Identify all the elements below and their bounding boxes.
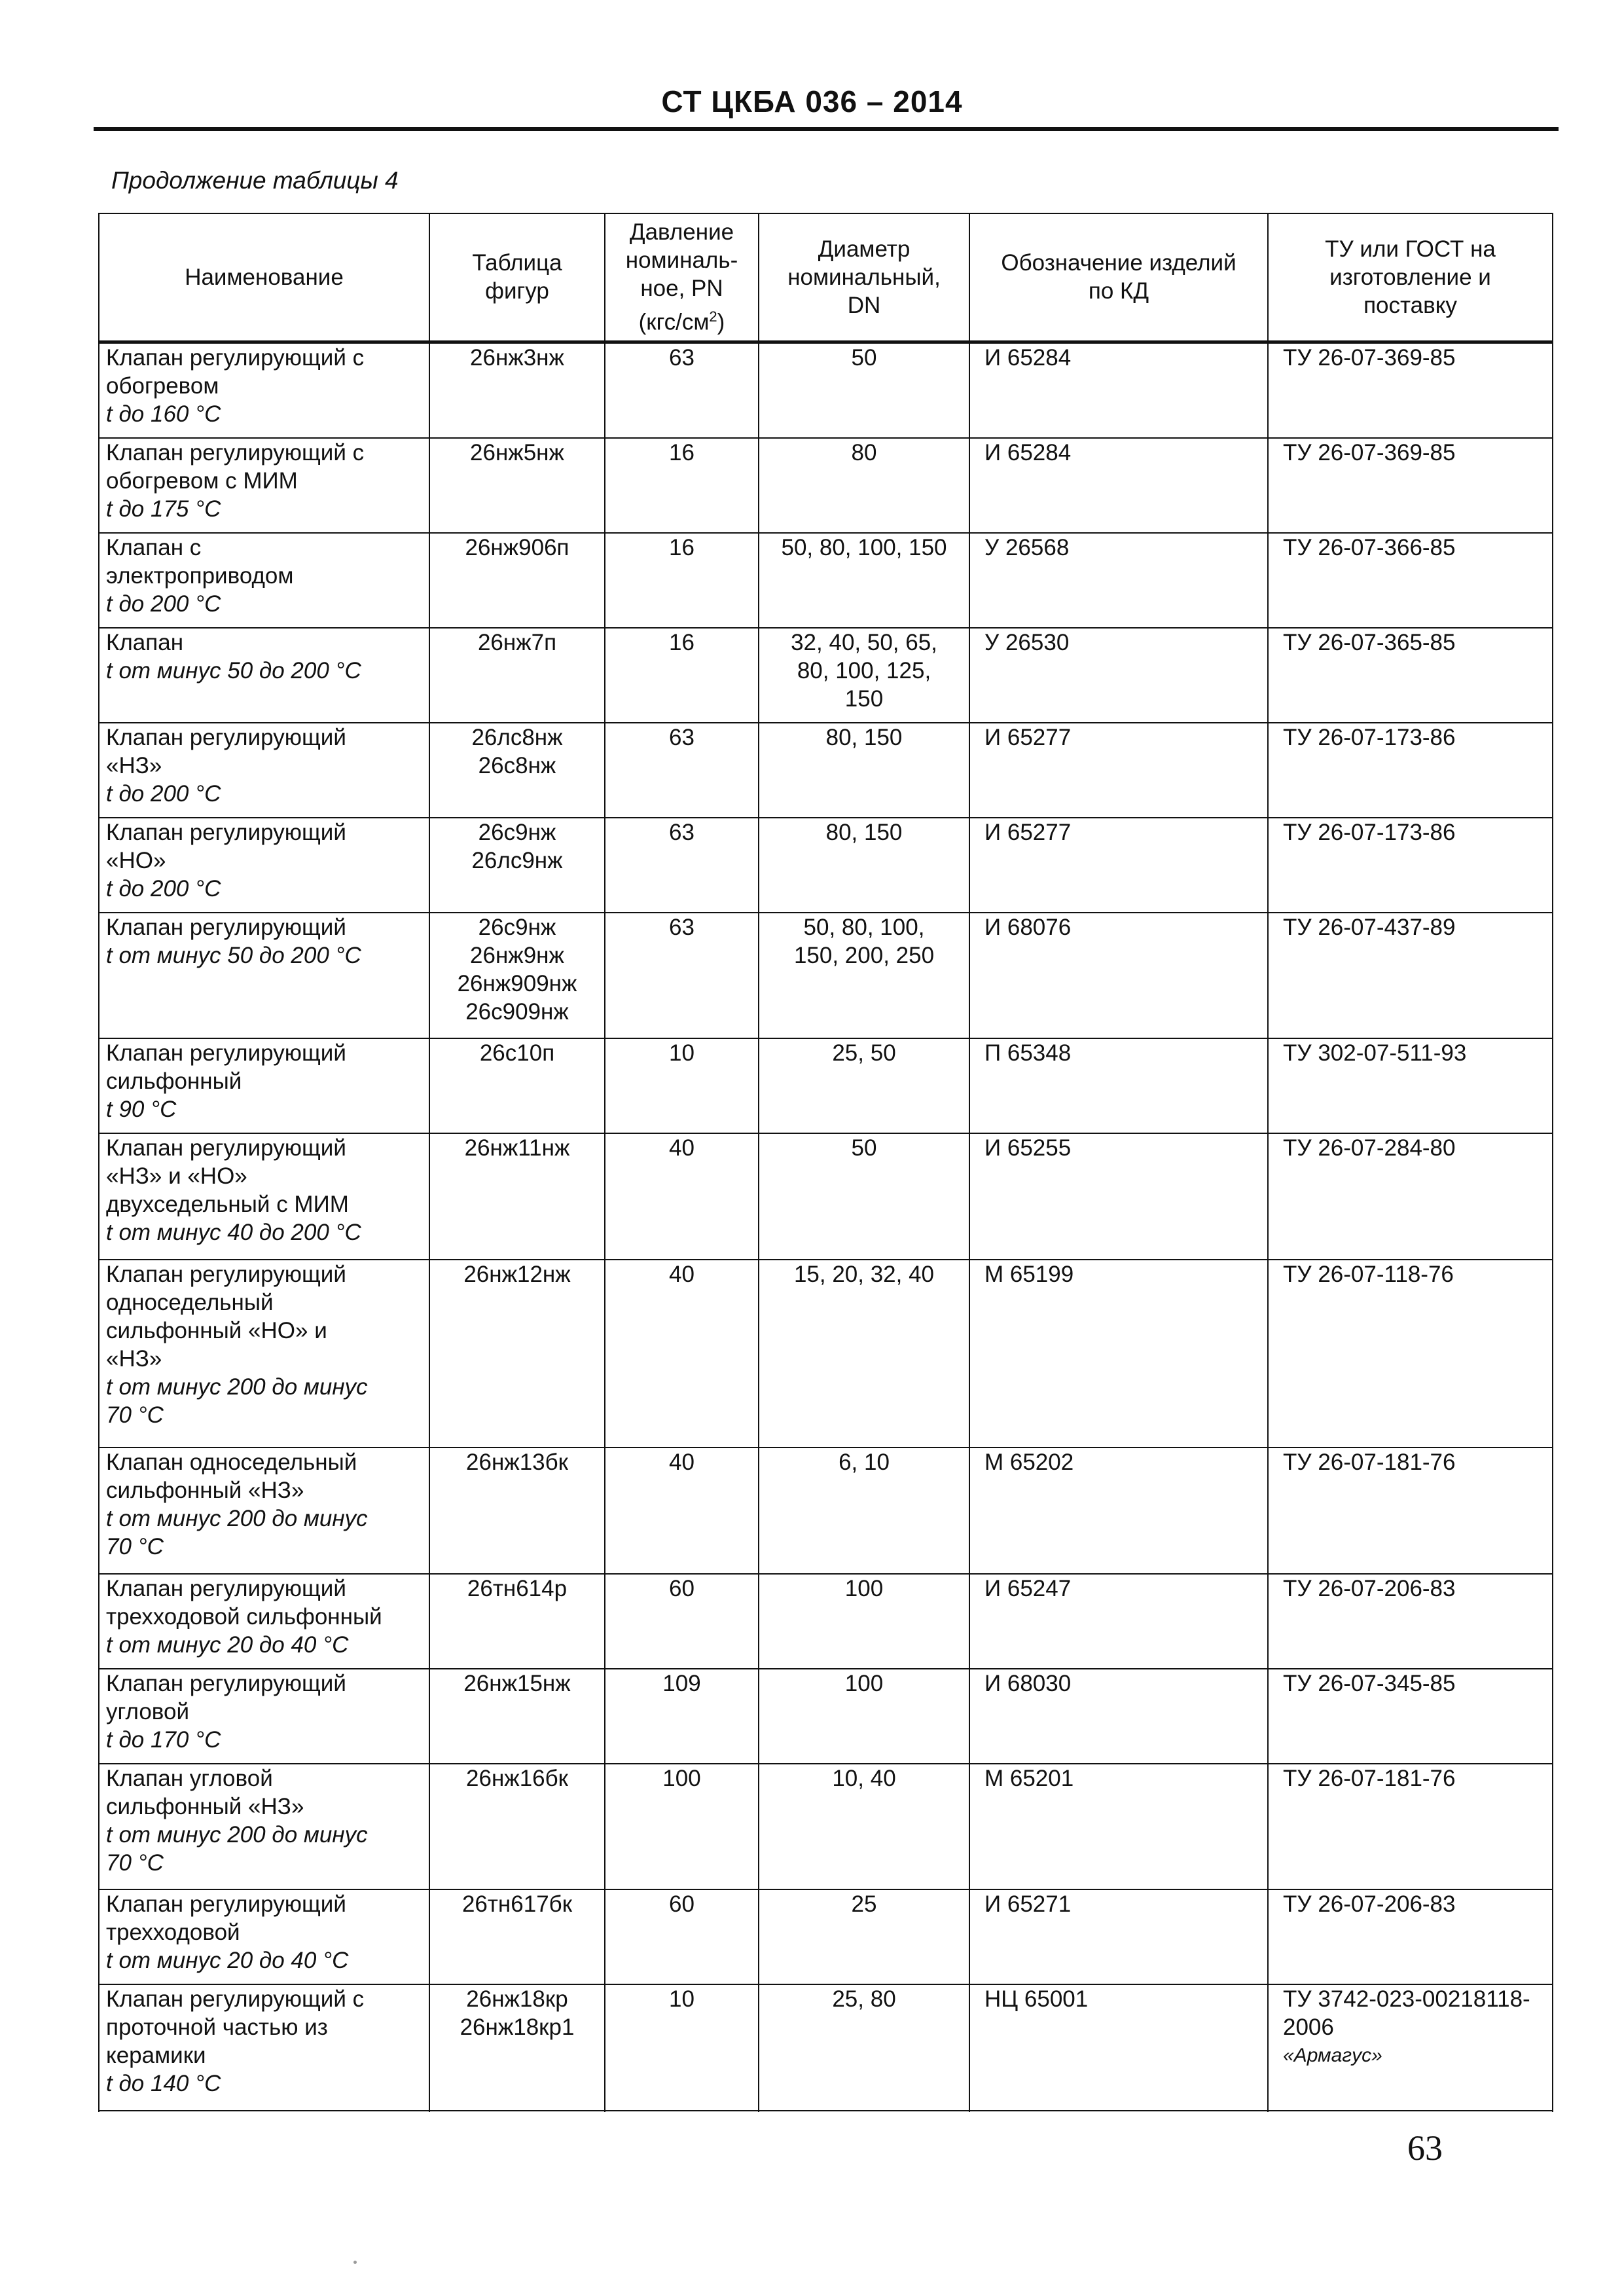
cell-kd xyxy=(969,1984,1268,2111)
table-body xyxy=(99,342,1553,2111)
pressure-value: 40 xyxy=(669,1449,695,1476)
kd-designation: И 65284 xyxy=(984,344,1072,371)
cell-kd xyxy=(969,1574,1268,1669)
valve-name-line: односедельный xyxy=(106,1289,274,1315)
kd-designation: И 68030 xyxy=(984,1670,1072,1696)
tu-designation: ТУ 26-07-173-86 xyxy=(1283,819,1456,845)
cell-pressure xyxy=(605,818,759,913)
column-header-line: Обозначение изделий xyxy=(1001,250,1236,276)
tu-designation: ТУ 26-07-365-85 xyxy=(1283,629,1456,655)
cell-tu xyxy=(1268,1889,1553,1984)
figure-code: 26с8нж xyxy=(478,752,556,778)
column-header-line: номиналь- xyxy=(625,247,738,273)
cell-kd xyxy=(969,723,1268,818)
cell-tu xyxy=(1268,1764,1553,1890)
column-header-line: DN xyxy=(847,292,881,318)
figure-code: 26лс9нж xyxy=(471,847,563,873)
tu-designation: ТУ 26-07-366-85 xyxy=(1283,534,1456,560)
cell-diameter xyxy=(759,818,969,913)
document-header: СТ ЦКБА 036 – 2014 xyxy=(661,84,963,118)
cell-diameter xyxy=(759,1984,969,2111)
column-header-tu-gost xyxy=(1268,213,1553,342)
cell-kd xyxy=(969,1038,1268,1133)
table-row xyxy=(99,1038,1553,1133)
figure-code: 26с10п xyxy=(479,1040,555,1066)
table-row xyxy=(99,1133,1553,1260)
figure-code: 26с9нж xyxy=(478,914,556,940)
cell-name xyxy=(99,1984,429,2111)
cell-diameter xyxy=(759,342,969,438)
pressure-value: 10 xyxy=(669,1040,695,1066)
cell-figures xyxy=(429,1448,605,1574)
figure-code: 26нж3нж xyxy=(470,344,564,371)
valve-name-line: сильфонный «НЗ» xyxy=(106,1793,304,1819)
cell-pressure xyxy=(605,533,759,628)
valve-name-line: трехходовой сильфонный xyxy=(106,1603,382,1630)
table-row xyxy=(99,723,1553,818)
temperature-range-line: t от минус 200 до минус xyxy=(106,1821,368,1848)
diameter-values: 80, 150 xyxy=(825,724,903,750)
table-wrapper xyxy=(98,213,1552,2111)
tu-designation: ТУ 26-07-181-76 xyxy=(1283,1765,1456,1791)
column-header-line: Давление xyxy=(629,219,734,245)
temperature-range-line: 70 °С xyxy=(106,1850,164,1876)
cell-figures xyxy=(429,1260,605,1448)
figure-code: 26нж909нж xyxy=(457,970,577,996)
valve-name-line: Клапан регулирующий xyxy=(106,1135,346,1161)
kd-designation: У 26530 xyxy=(984,629,1070,655)
table-row xyxy=(99,628,1553,723)
valve-name-line: Клапан односедельный xyxy=(106,1449,357,1476)
figure-code: 26нж18кр1 xyxy=(460,2014,575,2041)
valve-name-line: Клапан регулирующий xyxy=(106,819,346,845)
cell-name xyxy=(99,533,429,628)
pressure-value: 40 xyxy=(669,1261,695,1287)
table-row xyxy=(99,1260,1553,1448)
scan-speck xyxy=(353,2261,357,2264)
table-row xyxy=(99,913,1553,1039)
cell-pressure xyxy=(605,1669,759,1764)
pressure-value: 63 xyxy=(669,914,695,940)
cell-kd xyxy=(969,1669,1268,1764)
temperature-range-line: t от минус 20 до 40 °С xyxy=(106,1948,349,1974)
tu-designation: 2006 xyxy=(1283,2014,1334,2041)
figure-code: 26нж906п xyxy=(465,534,569,560)
diameter-values: 25, 50 xyxy=(832,1040,896,1066)
valve-name-line: Клапан регулирующий xyxy=(106,914,346,940)
cell-tu xyxy=(1268,818,1553,913)
pressure-value: 60 xyxy=(669,1891,695,1918)
kd-designation: М 65202 xyxy=(984,1449,1074,1476)
figure-code: 26нж16бк xyxy=(466,1765,568,1791)
cell-kd xyxy=(969,342,1268,438)
cell-diameter xyxy=(759,1889,969,1984)
valve-name-line: Клапан регулирующий xyxy=(106,1891,346,1918)
pressure-value: 16 xyxy=(669,534,695,560)
temperature-range-line: t от минус 200 до минус xyxy=(106,1506,368,1532)
cell-kd xyxy=(969,818,1268,913)
tu-designation: ТУ 26-07-173-86 xyxy=(1283,724,1456,750)
column-header-line: Таблица xyxy=(472,250,562,276)
kd-designation: М 65201 xyxy=(984,1765,1074,1791)
kd-designation: И 65284 xyxy=(984,439,1072,465)
table-row xyxy=(99,1889,1553,1984)
tu-designation: ТУ 26-07-369-85 xyxy=(1283,344,1456,371)
cell-tu xyxy=(1268,1133,1553,1260)
valve-name-line: Клапан регулирующий xyxy=(106,1575,346,1601)
cell-figures xyxy=(429,723,605,818)
pressure-value: 16 xyxy=(669,439,695,465)
cell-name xyxy=(99,628,429,723)
column-header-name xyxy=(99,213,429,342)
column-header-unit: $(кгс/см^2)$ xyxy=(638,308,725,335)
kd-designation: И 65271 xyxy=(984,1891,1072,1918)
cell-tu xyxy=(1268,628,1553,723)
temperature-range-line: t от минус 50 до 200 °С xyxy=(106,942,361,968)
tu-designation: ТУ 26-07-206-83 xyxy=(1283,1575,1456,1601)
table-row xyxy=(99,818,1553,913)
valve-name-line: двухседельный с МИМ xyxy=(106,1192,349,1218)
pressure-value: 40 xyxy=(669,1135,695,1161)
kd-designation: И 65277 xyxy=(984,724,1072,750)
pressure-value: 63 xyxy=(669,344,695,371)
pressure-value: 16 xyxy=(669,629,695,655)
tu-designation: ТУ 26-07-369-85 xyxy=(1283,439,1456,465)
temperature-range-line: t от минус 20 до 40 °С xyxy=(106,1631,349,1658)
cell-name xyxy=(99,913,429,1039)
column-header-line: ТУ или ГОСТ на xyxy=(1325,236,1496,262)
tu-designation: ТУ 26-07-206-83 xyxy=(1283,1891,1456,1918)
kd-designation: И 65255 xyxy=(984,1135,1072,1161)
diameter-values: 100 xyxy=(844,1670,884,1696)
cell-kd xyxy=(969,913,1268,1039)
valve-name-line: Клапан регулирующий с xyxy=(106,439,365,465)
cell-kd xyxy=(969,1133,1268,1260)
cell-diameter xyxy=(759,723,969,818)
valve-name-line: Клапан регулирующий xyxy=(106,724,346,750)
kd-designation: У 26568 xyxy=(984,534,1070,560)
valve-name-line: угловой xyxy=(106,1698,189,1724)
cell-tu xyxy=(1268,1669,1553,1764)
diameter-values: 15, 20, 32, 40 xyxy=(793,1261,935,1287)
diameter-values: 50, 80, 100, xyxy=(803,914,925,940)
column-header-line: поставку xyxy=(1363,292,1457,318)
tu-designation: ТУ 26-07-284-80 xyxy=(1283,1135,1456,1161)
cell-pressure xyxy=(605,1764,759,1890)
temperature-range-line: 70 °С xyxy=(106,1534,164,1560)
cell-diameter xyxy=(759,533,969,628)
cell-kd xyxy=(969,438,1268,533)
cell-name xyxy=(99,438,429,533)
diameter-values: 100 xyxy=(844,1575,884,1601)
diameter-values: 10, 40 xyxy=(832,1765,896,1791)
cell-figures xyxy=(429,1984,605,2111)
valve-name-line: обогревом xyxy=(106,373,219,399)
diameter-values: 150, 200, 250 xyxy=(793,942,935,968)
temperature-range-line: t от минус 40 до 200 °С xyxy=(106,1220,361,1246)
valve-name-line: «НЗ» и «НО» xyxy=(106,1163,247,1190)
cell-diameter xyxy=(759,1260,969,1448)
cell-diameter xyxy=(759,1038,969,1133)
cell-diameter xyxy=(759,1448,969,1574)
kd-designation: И 68076 xyxy=(984,914,1072,940)
cell-tu xyxy=(1268,1984,1553,2111)
temperature-range-line: t до 170 °С xyxy=(106,1726,221,1753)
tu-designation: ТУ 26-07-181-76 xyxy=(1283,1449,1456,1476)
figure-code: 26нж9нж xyxy=(470,942,564,968)
pressure-value: 60 xyxy=(669,1575,695,1601)
column-header-line: Диаметр xyxy=(818,236,911,262)
figure-code: 26с9нж xyxy=(478,819,556,845)
cell-figures xyxy=(429,628,605,723)
figure-code: 26тн614р xyxy=(467,1575,568,1601)
page-number: 63 xyxy=(1407,2128,1443,2168)
cell-name xyxy=(99,342,429,438)
cell-kd xyxy=(969,628,1268,723)
figure-code: 26нж12нж xyxy=(463,1261,571,1287)
cell-tu xyxy=(1268,438,1553,533)
column-header-line: номинальный, xyxy=(787,264,941,290)
diameter-values: 6, 10 xyxy=(839,1449,890,1476)
valve-name-line: обогревом с МИМ xyxy=(106,467,298,494)
cell-diameter xyxy=(759,913,969,1039)
figure-code: 26нж13бк xyxy=(466,1449,568,1476)
cell-tu xyxy=(1268,533,1553,628)
temperature-range-line: t от минус 50 до 200 °С xyxy=(106,657,361,683)
cell-diameter xyxy=(759,1669,969,1764)
table-row xyxy=(99,1764,1553,1890)
diameter-values: 25 xyxy=(851,1891,877,1918)
temperature-range-line: t до 175 °С xyxy=(106,496,221,522)
table-row xyxy=(99,342,1553,438)
table-row xyxy=(99,438,1553,533)
cell-pressure xyxy=(605,1448,759,1574)
cell-pressure xyxy=(605,1133,759,1260)
cell-name xyxy=(99,1038,429,1133)
pressure-value: 63 xyxy=(669,724,695,750)
kd-designation: И 65247 xyxy=(984,1575,1072,1601)
diameter-values: 80 xyxy=(851,439,877,465)
kd-designation: М 65199 xyxy=(984,1261,1074,1287)
cell-name xyxy=(99,1669,429,1764)
manufacturer-note: «Армагус» xyxy=(1283,2045,1382,2067)
valve-name-line: «НЗ» xyxy=(106,1345,162,1372)
temperature-range-line: t до 200 °С xyxy=(106,591,221,617)
valve-name-line: Клапан с xyxy=(106,534,202,560)
cell-diameter xyxy=(759,1764,969,1890)
cell-diameter xyxy=(759,438,969,533)
figure-code: 26нж18кр xyxy=(466,1986,568,2013)
valve-name-line: Клапан угловой xyxy=(106,1765,273,1791)
valve-name-line: Клапан регулирующий xyxy=(106,1040,346,1066)
cell-diameter xyxy=(759,628,969,723)
cell-tu xyxy=(1268,913,1553,1039)
temperature-range-line: t до 140 °С xyxy=(106,2071,221,2097)
cell-figures xyxy=(429,1889,605,1984)
column-header-diameter xyxy=(759,213,969,342)
pressure-value: 63 xyxy=(669,819,695,845)
valve-name-line: Клапан xyxy=(106,629,184,655)
valve-name-line: «НЗ» xyxy=(106,752,162,778)
cell-name xyxy=(99,1764,429,1890)
pressure-value: 109 xyxy=(662,1670,701,1696)
diameter-values: 25, 80 xyxy=(832,1986,896,2013)
column-header-line: ное, PN xyxy=(640,276,723,301)
figure-code: 26лс8нж xyxy=(471,724,563,750)
temperature-range-line: t до 200 °С xyxy=(106,780,221,807)
cell-figures xyxy=(429,818,605,913)
cell-kd xyxy=(969,1889,1268,1984)
cell-tu xyxy=(1268,342,1553,438)
cell-figures xyxy=(429,1764,605,1890)
cell-name xyxy=(99,1260,429,1448)
cell-pressure xyxy=(605,1574,759,1669)
table-row xyxy=(99,1448,1553,1574)
cell-diameter xyxy=(759,1133,969,1260)
cell-name xyxy=(99,1133,429,1260)
valve-name-line: керамики xyxy=(106,2043,206,2069)
table-header-row xyxy=(99,213,1553,342)
cell-pressure xyxy=(605,1984,759,2111)
cell-tu xyxy=(1268,1448,1553,1574)
column-header-kd-designation xyxy=(969,213,1268,342)
valve-name-line: электроприводом xyxy=(106,562,294,589)
valve-name-line: «НО» xyxy=(106,847,166,873)
figure-code: 26с909нж xyxy=(465,998,569,1025)
table-row xyxy=(99,533,1553,628)
figure-code: 26нж15нж xyxy=(463,1670,571,1696)
tu-designation: ТУ 26-07-345-85 xyxy=(1283,1670,1456,1696)
valve-name-line: трехходовой xyxy=(106,1920,240,1946)
cell-tu xyxy=(1268,1574,1553,1669)
valve-name-line: Клапан регулирующий xyxy=(106,1670,346,1696)
cell-kd xyxy=(969,533,1268,628)
diameter-values: 80, 150 xyxy=(825,819,903,845)
pressure-value: 10 xyxy=(669,1986,695,2013)
cell-tu xyxy=(1268,723,1553,818)
kd-designation: И 65277 xyxy=(984,819,1072,845)
diameter-values: 150 xyxy=(844,685,884,712)
cell-pressure xyxy=(605,342,759,438)
temperature-range-line: 70 °С xyxy=(106,1402,164,1428)
cell-figures xyxy=(429,1669,605,1764)
cell-pressure xyxy=(605,913,759,1039)
tu-designation: ТУ 26-07-437-89 xyxy=(1283,914,1456,940)
diameter-values: 50 xyxy=(851,1135,877,1161)
cell-name xyxy=(99,1889,429,1984)
cell-name xyxy=(99,1448,429,1574)
figure-code: 26нж5нж xyxy=(470,439,564,465)
cell-name xyxy=(99,1574,429,1669)
table-caption: Продолжение таблицы 4 xyxy=(111,167,399,194)
cell-name xyxy=(99,818,429,913)
valve-name-line: сильфонный xyxy=(106,1068,242,1095)
cell-pressure xyxy=(605,438,759,533)
tu-designation: ТУ 302-07-511-93 xyxy=(1283,1040,1467,1066)
kd-designation: НЦ 65001 xyxy=(984,1986,1089,2013)
diameter-values: 32, 40, 50, 65, xyxy=(791,629,937,655)
cell-pressure xyxy=(605,1260,759,1448)
temperature-range-line: t 90 °С xyxy=(106,1097,177,1123)
valve-name-line: сильфонный «НО» и xyxy=(106,1317,327,1343)
tu-designation: ТУ 3742-023-00218118- xyxy=(1283,1986,1530,2013)
diameter-values: 50 xyxy=(851,344,877,371)
cell-name xyxy=(99,723,429,818)
valve-name-line: Клапан регулирующий с xyxy=(106,344,365,371)
cell-figures xyxy=(429,1038,605,1133)
cell-diameter xyxy=(759,1574,969,1669)
cell-figures xyxy=(429,1574,605,1669)
cell-figures xyxy=(429,342,605,438)
column-header-line: по КД xyxy=(1088,278,1149,304)
figure-code: 26нж11нж xyxy=(464,1135,570,1161)
table-row xyxy=(99,1669,1553,1764)
valve-name-line: Клапан регулирующий с xyxy=(106,1986,365,2013)
figure-code: 26нж7п xyxy=(477,629,557,655)
diameter-values: 80, 100, 125, xyxy=(797,657,931,683)
temperature-range-line: t до 200 °С xyxy=(106,875,221,902)
figure-code: 26тн617бк xyxy=(461,1891,573,1918)
tu-designation: ТУ 26-07-118-76 xyxy=(1283,1261,1454,1287)
cell-kd xyxy=(969,1448,1268,1574)
header-rule xyxy=(94,127,1559,131)
table-row xyxy=(99,1574,1553,1669)
cell-pressure xyxy=(605,1038,759,1133)
temperature-range-line: t до 160 °С xyxy=(106,401,221,427)
cell-figures xyxy=(429,1133,605,1260)
valve-name-line: проточной частью из xyxy=(106,2014,328,2041)
cell-figures xyxy=(429,438,605,533)
cell-pressure xyxy=(605,723,759,818)
table-row xyxy=(99,1984,1553,2111)
cell-pressure xyxy=(605,628,759,723)
cell-figures xyxy=(429,533,605,628)
temperature-range-line: t от минус 200 до минус xyxy=(106,1374,368,1400)
cell-tu xyxy=(1268,1260,1553,1448)
diameter-values: 50, 80, 100, 150 xyxy=(781,534,947,560)
column-header-line: фигур xyxy=(485,278,549,304)
column-header-figures xyxy=(429,213,605,342)
cell-kd xyxy=(969,1764,1268,1890)
pressure-value: 100 xyxy=(662,1765,701,1791)
cell-kd xyxy=(969,1260,1268,1448)
valve-name-line: сильфонный «НЗ» xyxy=(106,1478,304,1504)
column-header-pressure xyxy=(605,213,759,342)
cell-pressure xyxy=(605,1889,759,1984)
cell-figures xyxy=(429,913,605,1039)
cell-tu xyxy=(1268,1038,1553,1133)
column-header-line: изготовление и xyxy=(1329,264,1491,290)
kd-designation: П 65348 xyxy=(984,1040,1072,1066)
valves-table xyxy=(98,213,1553,2111)
column-header-line: Наименование xyxy=(185,264,344,290)
valve-name-line: Клапан регулирующий xyxy=(106,1261,346,1287)
